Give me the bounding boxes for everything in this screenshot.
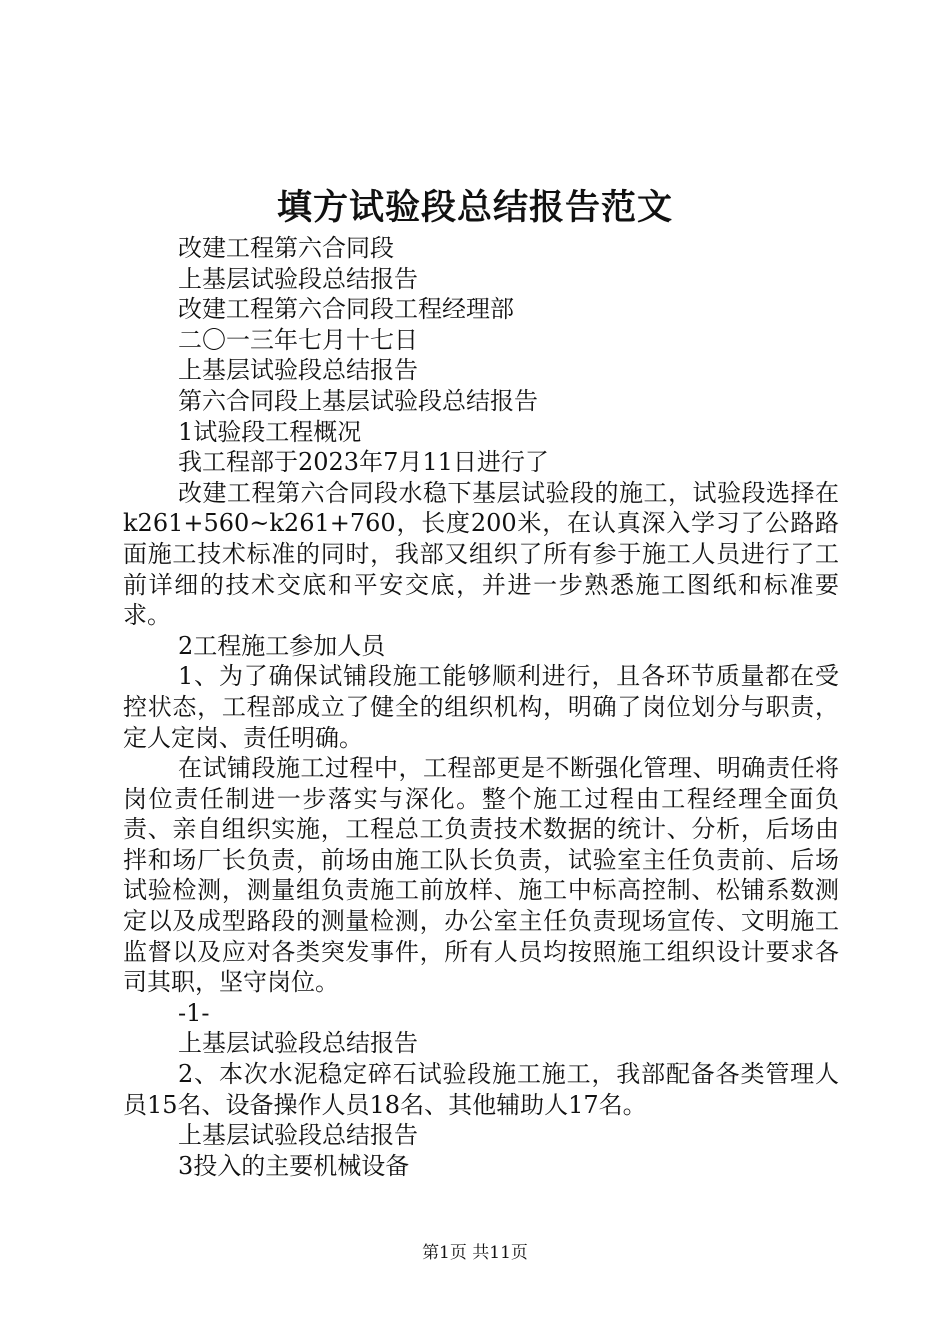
paragraph: 改建工程第六合同段水稳下基层试验段的施工，试验段选择在k261+560~k261+760，长度200米，在认真深入学习了公路路面施工技术标准的同时，我部又组织了所有参于施工人员进行了工前详细的技术交底和平安交底，并进一步熟悉施工图纸和标准要求。 [123, 478, 839, 630]
document-body [123, 233, 839, 1181]
section-heading: 1试验段工程概况 [178, 417, 362, 446]
paragraph: 改建工程第六合同段工程经理部 [178, 295, 514, 324]
document-title: 填方试验段总结报告范文 [276, 187, 673, 228]
paragraph: 我工程部于2023年7月11日进行了 [178, 448, 549, 477]
page-footer: 第1页 共11页 [422, 1243, 528, 1263]
paragraph: 二〇一三年七月十七日 [178, 325, 418, 354]
paragraph: 上基层试验段总结报告 [178, 356, 418, 385]
paragraph: 上基层试验段总结报告 [178, 1029, 418, 1058]
section-heading: 2工程施工参加人员 [178, 631, 386, 660]
inline-page-number: -1- [178, 998, 210, 1027]
paragraph: 上基层试验段总结报告 [178, 264, 418, 293]
paragraph: 在试铺段施工过程中，工程部更是不断强化管理、明确责任将岗位责任制进一步落实与深化。整个施工过程由工程经理全面负责、亲自组织实施，工程总工负责技术数据的统计、分析，后场由拌和场厂长负责，前场由施工队长负责，试验室主任负责前、后场试验检测，测量组负责施工前放样、施工中标高控制、松铺系数测定以及成型路段的测量检测，办公室主任负责现场宣传、文明施工监督以及应对各类突发事件，所有人员均按照施工组织设计要求各司其职，坚守岗位。 [123, 754, 839, 997]
paragraph: 1、为了确保试铺段施工能够顺利进行，且各环节质量都在受控状态，工程部成立了健全的组织机构，明确了岗位划分与职责，定人定岗、责任明确。 [123, 662, 839, 752]
paragraph: 2、本次水泥稳定碎石试验段施工施工，我部配备各类管理人员15名、设备操作人员18名、其他辅助人17名。 [123, 1060, 839, 1119]
paragraph: 改建工程第六合同段 [178, 234, 394, 262]
paragraph: 上基层试验段总结报告 [178, 1121, 418, 1150]
section-heading: 3投入的主要机械设备 [178, 1151, 410, 1180]
paragraph: 第六合同段上基层试验段总结报告 [178, 386, 538, 415]
